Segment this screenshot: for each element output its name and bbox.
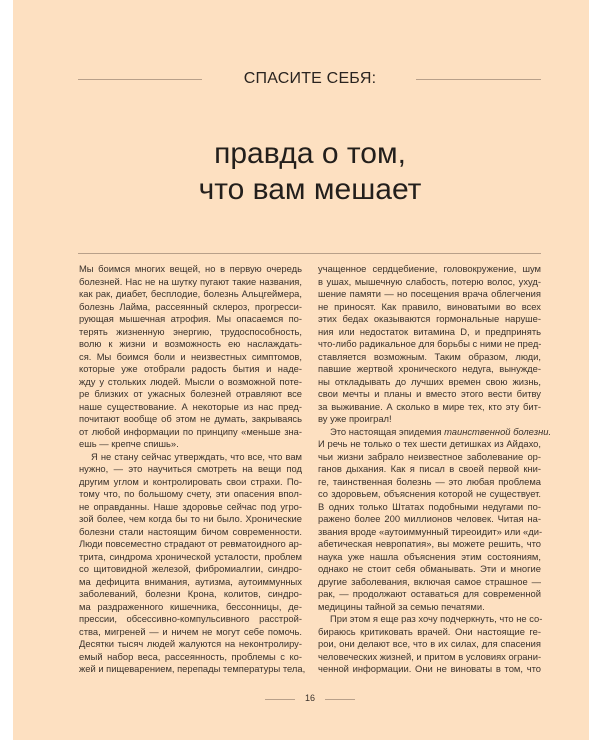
text-line (318, 626, 541, 639)
text-line (79, 288, 302, 301)
text-line (318, 326, 541, 339)
text-line (79, 588, 302, 601)
text-line (79, 313, 302, 326)
text-line (79, 338, 302, 351)
text-line-content: ешь — крепче спишь». (79, 438, 179, 449)
chapter-kicker: СПАСИТЕ СЕБЯ: (243, 70, 377, 87)
text-line-content: от любой информации по принципу «меньше зна- (79, 425, 302, 437)
text-line-content: шение памяти — но посещения врача облегчения (318, 288, 541, 299)
text-line (318, 551, 541, 564)
chapter-title-line: что вам мешает (198, 173, 422, 206)
text-line-content: емый набор веса, рассеянность, проблемы с ко- (79, 650, 302, 662)
page-number-rule-right (325, 699, 355, 700)
text-line (79, 263, 302, 276)
text-line-content: которые уже отобрали радость бытия и наде- (79, 363, 302, 374)
header-rule-right (416, 79, 541, 80)
text-line-content: рак, — продолжают оставаться для современной (318, 588, 541, 599)
text-line-content: зой более, чем когда бы то ни было. Хронические (79, 513, 302, 524)
text-line (318, 413, 541, 426)
text-line-content: павшие жертвой хронического недуга, вынужде- (318, 363, 541, 374)
text-line (79, 526, 302, 539)
text-line-content: наше существование. А некоторые из нас пред- (79, 400, 302, 412)
text-line (318, 425, 552, 439)
text-line-content: в ушах, мышечную слабость, потерю волос, ухуд- (318, 275, 541, 287)
text-line-content: со здоровьем, объяснения которой не существует. (318, 488, 541, 499)
text-line-content: рующая мышечная атрофия. Мы опасаемся по- (79, 313, 302, 324)
text-line (318, 463, 541, 476)
text-line (79, 513, 302, 526)
text-line (318, 276, 541, 289)
text-line-content: ся. Мы боимся боли и неизвестных симптомов, (79, 350, 302, 362)
text-line-content: этих бедах оказываются гормональные наруше- (318, 313, 541, 324)
text-line (318, 488, 541, 501)
text-line-content: наука уже нашла объяснения этим состояниям, (318, 550, 541, 562)
text-line (79, 663, 306, 676)
text-line (79, 438, 302, 451)
text-line-content: терять жизненную энергию, трудоспособность, (79, 325, 302, 337)
text-line-content: ре близких от ужасных болезней отравляют все (79, 388, 302, 399)
text-line-content: со щитовидной железой, фибромиалгии, синдро- (79, 563, 302, 574)
text-line (318, 363, 541, 376)
text-line (79, 351, 302, 364)
text-line (318, 313, 541, 326)
text-line-content: ния или недостаток витамина D, и предпринять (318, 325, 541, 337)
text-line (79, 601, 302, 614)
text-line-content: тому что, по большому счету, эти опасения впол- (79, 488, 302, 499)
text-line-content: ге, таинственная болезнь — это любая проблема (318, 475, 541, 487)
text-line (79, 276, 302, 289)
text-column-left (79, 263, 306, 676)
text-line-content: заболеваний, болезни Крона, колитов, синдро- (79, 588, 302, 599)
text-line (79, 638, 302, 651)
text-line (318, 301, 541, 314)
text-line-content: свои мечты и планы и вместо этого вести битву (318, 388, 541, 399)
text-line-content: Это настоящая эпидемия (330, 425, 445, 437)
text-line-content: нужно, — это научиться смотреть на вещи под (79, 463, 302, 474)
text-line-content: В одних только Штатах подобными недугами по- (318, 500, 541, 512)
text-line-content: другим углом и контролировать свои страхи. По- (79, 475, 302, 487)
text-line (79, 613, 302, 626)
text-line-content: жду у стольких людей. Мысли о возможной поте- (79, 375, 302, 387)
text-line-content: ства, мигреней — и ничем не могут себе помочь. (79, 625, 302, 637)
text-line (79, 326, 302, 339)
text-line (79, 413, 302, 426)
text-line-content: бираюсь критиковать врачей. Они настоящие ге- (318, 625, 541, 637)
text-line-content: как рак, диабет, бесплодие, болезнь Альцгеймера, (79, 288, 302, 299)
text-line (318, 438, 541, 451)
text-line-content: волю к жизни и возможность ею наслаждать- (79, 338, 302, 349)
text-line (79, 451, 302, 464)
text-line (318, 588, 541, 601)
text-line (318, 376, 541, 389)
text-line-content: ражено более 200 миллионов человек. Читая на- (318, 513, 541, 524)
text-line (79, 626, 302, 639)
text-line-content: Десятки тысяч людей жалуются на неконтролиру- (79, 638, 302, 649)
text-line (318, 263, 541, 276)
text-line (318, 451, 541, 464)
text-line (318, 538, 541, 551)
text-line (318, 401, 541, 414)
text-line-content: ву уже проиграл! (318, 413, 392, 424)
text-line-content: ставляется возможным. Таким образом, люди, (318, 350, 541, 362)
chapter-title (160, 136, 460, 208)
text-line (318, 526, 541, 539)
text-line (318, 388, 541, 401)
text-line-content: человеческих жизней, и притом в условиях ограни- (318, 650, 542, 662)
text-line-content: учащенное сердцебиение, головокружение, шум (318, 263, 541, 274)
text-column-right (318, 263, 552, 676)
text-line (318, 288, 541, 301)
text-line-content: другие заболевания, включая самое страшное — (318, 575, 541, 587)
page-number: 16 (304, 693, 315, 703)
text-line-content: ны откладывать до лучших времен свою жизнь, (318, 375, 541, 387)
text-line (79, 501, 302, 514)
title-divider (78, 253, 541, 254)
text-line (318, 476, 541, 489)
text-line (318, 613, 541, 626)
text-line (79, 551, 302, 564)
text-line-content: ченной информации. Они не виноваты в том, что (318, 663, 541, 674)
text-line-content: Мы боимся многих вещей, но в первую очередь (79, 263, 302, 274)
text-line (318, 663, 541, 676)
text-line-content: жей и пищеварением, перепады температуры тела, (79, 663, 306, 674)
text-line-content: прессии, обсессивно-компульсивного расстрой- (79, 613, 302, 624)
text-line (318, 563, 541, 576)
text-line-content: ма раздраженного кишечника, бессонницы, де- (79, 600, 302, 612)
text-line (79, 563, 302, 576)
text-line-content: ма дефицита внимания, аутизма, аутоиммунных (79, 575, 302, 587)
text-line-content: трита, синдрома хронической усталости, проблем (79, 550, 302, 562)
text-line-content: Я не стану сейчас утверждать, что все, что вам (91, 450, 302, 462)
text-line (318, 638, 541, 651)
text-line-content: болезни стали настоящим бичом современности. (79, 525, 302, 537)
header-rule-left (78, 79, 202, 80)
text-line (318, 513, 541, 526)
text-line (318, 601, 541, 614)
text-line-content: звания вроде «аутоиммунный тиреоидит» или «ди- (318, 525, 543, 537)
text-line (318, 501, 541, 514)
page-number-rule-left (265, 699, 295, 700)
text-line (79, 488, 302, 501)
text-line (79, 651, 302, 664)
text-line (79, 476, 302, 489)
text-line-content: При этом я еще раз хочу подчеркнуть, что не со- (330, 613, 543, 624)
text-line-content: болезнь Лайма, рассеянный склероз, прогресси- (79, 300, 302, 312)
text-line (79, 388, 302, 401)
text-line (318, 351, 541, 364)
text-line-content: рои, они делают все, что в их силах, для спасения (318, 638, 541, 649)
text-line-content: ганов дыхания. Как я писал в своей первой кни- (318, 463, 541, 474)
text-line (318, 576, 541, 589)
text-line (79, 463, 302, 476)
text-line-content: медицины тайной за семью печатями. (318, 600, 485, 612)
text-line-content: Люди повсеместно страдают от ревматоидного ар- (79, 538, 302, 549)
text-line (79, 426, 302, 439)
text-line (79, 363, 302, 376)
text-line-content: что-либо радикальное для борьбы с ними не пред- (318, 338, 542, 349)
text-line (79, 401, 302, 414)
text-line-content: чьи жизни забрало неизвестное заболевание ор- (318, 450, 541, 462)
text-line-content: И речь не только о тех шести детишках из Айдахо, (318, 438, 541, 449)
chapter-title-line: правда о том, (214, 137, 406, 170)
text-line (79, 376, 302, 389)
text-line-content: почитают вообще об этом не думать, закрываясь (79, 413, 302, 424)
text-line (318, 338, 541, 351)
text-line-content: не приносят. Как правило, виноватыми во всех (318, 300, 541, 312)
text-line-content: абетическая невропатия», вы можете решить, что (318, 538, 541, 549)
text-line (79, 538, 302, 551)
text-line (79, 301, 302, 314)
text-line (79, 576, 302, 589)
text-line-content: не оправданны. Наше здоровье сейчас под угро- (79, 500, 302, 512)
text-line-content: однако не стоит себя обманывать. Эти и многие (318, 563, 541, 574)
text-line-content: за выживание. А сколько в мире тех, кто эту бит- (318, 400, 541, 412)
text-line-content: болезней. Нас не на шутку пугают такие названия, (79, 275, 302, 287)
text-line (318, 651, 541, 664)
italic-emphasis: таинственной болезни. (444, 425, 552, 437)
